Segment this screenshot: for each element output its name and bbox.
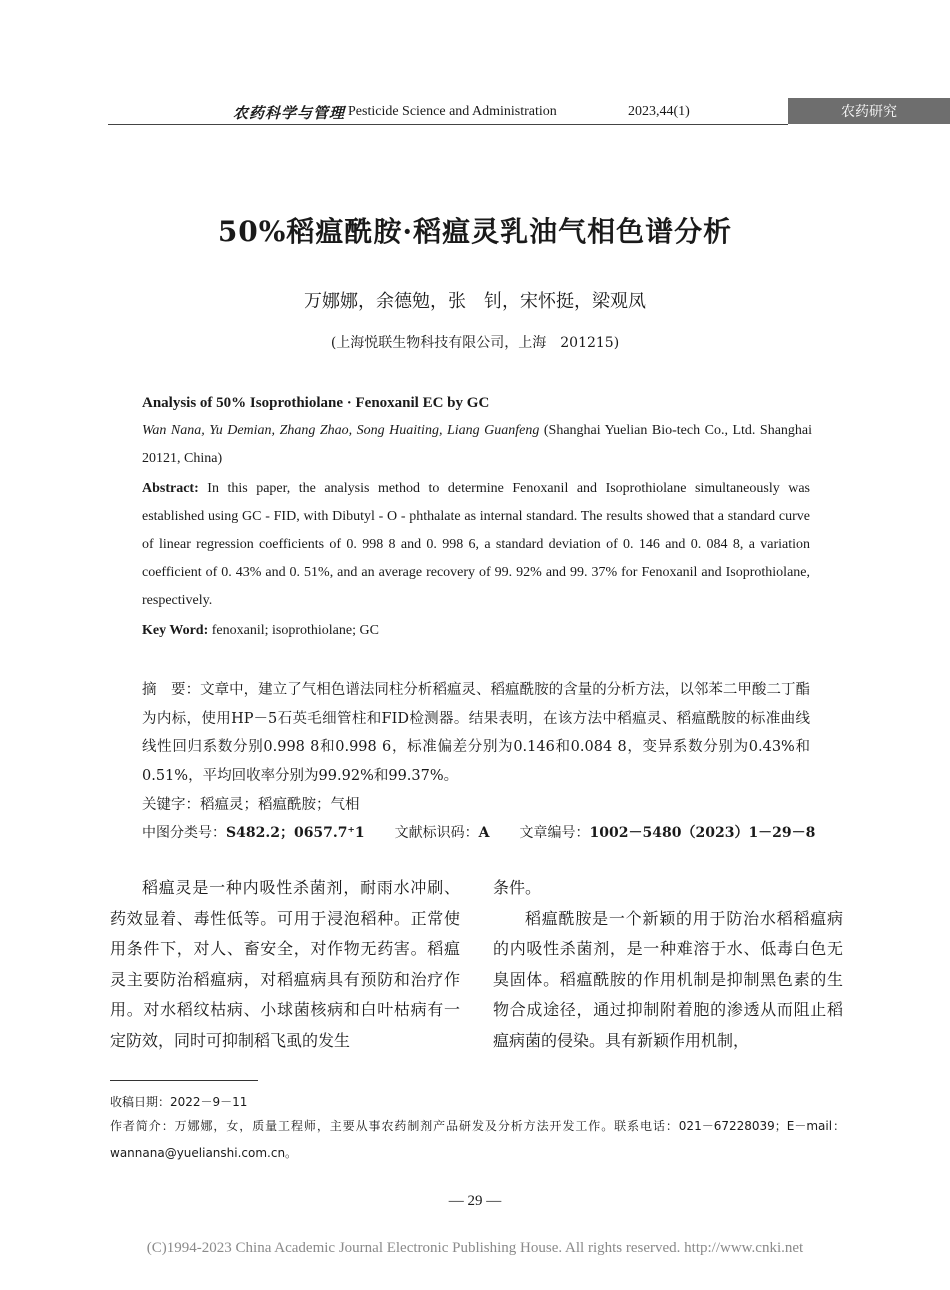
paper-title: 50%稻瘟酰胺·稻瘟灵乳油气相色谱分析 bbox=[217, 215, 733, 248]
journal-name-cn: 农药科学与管理 bbox=[233, 104, 346, 122]
body-paragraph: 稻瘟灵是一种内吸性杀菌剂，耐雨水冲刷、药效显着、毒性低等。可用于浸泡稻种。正常使用条件下，对人、畜安全，对作物无药害。稻瘟灵主要防治稻瘟病，对稻瘟病具有预防和治疗作用。对水稻纹枯病、小球菌核病和白叶枯病有一定防效，同时可抑制稻飞虱的发生 bbox=[110, 878, 460, 1050]
english-keyword-label: Key Word: bbox=[142, 623, 209, 638]
copyright-notice: (C)1994-2023 China Academic Journal Electronic Publishing House. All rights reserved. http://www.cnki.net bbox=[146, 1240, 804, 1256]
journal-issue: 2023,44(1) bbox=[628, 104, 690, 119]
english-affiliation: (Shanghai Yuelian Bio-tech Co., Ltd. Shanghai 20121, China) bbox=[142, 423, 813, 466]
section-tab: 农药研究 bbox=[788, 98, 950, 124]
body-paragraph-continuation: 条件。 bbox=[493, 878, 542, 897]
article-no-value: 1002－5480（2023）1－29－8 bbox=[589, 825, 816, 841]
chinese-keywords bbox=[142, 791, 360, 820]
english-author-names: Wan Nana, Yu Demian, Zhang Zhao, Song Huaiting, Liang Guanfeng bbox=[142, 423, 540, 438]
english-keyword-text: fenoxanil; isoprothiolane; GC bbox=[211, 623, 379, 638]
header-rule bbox=[108, 124, 788, 125]
english-title: Analysis of 50% Isoprothiolane · Fenoxanil EC by GC bbox=[142, 395, 490, 411]
class-value: S482.2；0657.7⁺1 bbox=[226, 825, 365, 841]
english-keywords bbox=[142, 617, 379, 645]
body-paragraph: 稻瘟酰胺是一个新颖的用于防治水稻稻瘟病的内吸性杀菌剂，是一种难溶于水、低毒白色无臭固体。稻瘟酰胺的作用机制是抑制黑色素的生物合成途径，通过抑制附着胞的渗透从而阻止稻瘟病菌的侵染。具有新颖作用机制， bbox=[493, 908, 843, 1050]
english-authors bbox=[142, 417, 812, 473]
chinese-keyword-label: 关键字： bbox=[142, 797, 200, 813]
footnote-rule bbox=[110, 1080, 258, 1081]
author-list: 万娜娜，余德勉，张 钊，宋怀挺，梁观凤 bbox=[304, 291, 646, 312]
affiliation: (上海悦联生物科技有限公司，上海 201215) bbox=[330, 335, 620, 351]
article-no-label: 文章编号： bbox=[519, 825, 590, 841]
chinese-abstract-text: 文章中，建立了气相色谱法同柱分析稻瘟灵、稻瘟酰胺的含量的分析方法，以邻苯二甲酸二丁酯为内标，使用HP－5石英毛细管柱和FID检测器。结果表明，在该方法中稻瘟灵、稻瘟酰胺的标准曲线线性回归系数分别0.998 8和0.998 6，标准偏差分别为0.146和0.084 8，变异系数分别为0.43%和0.51%，平均回收率分别为99.92%和99.37%。 bbox=[142, 682, 811, 784]
english-abstract bbox=[142, 475, 810, 615]
english-abstract-text: In this paper, the analysis method to determine Fenoxanil and Isoprothiolane simultaneously was established using GC - FID, with Dibutyl - O - phthalate as internal standard. The results showed that a standard curve of linear regression coefficients of 0. 998 8 and 0. 998 6, a standard deviation of 0. 146 and 0. 084 8, a variation coefficient of 0. 43% and 0. 51%, and an average recovery of 99. 92% and 99. 37% for Fenoxanil and Isoprothiolane, respectively. bbox=[142, 481, 810, 608]
class-label: 中图分类号： bbox=[142, 825, 226, 841]
page-number: — 29 — bbox=[448, 1193, 502, 1209]
english-abstract-label: Abstract: bbox=[142, 481, 199, 496]
chinese-abstract-label: 摘 要： bbox=[142, 682, 201, 698]
received-date: 收稿日期：2022－9－11 bbox=[110, 1095, 248, 1109]
author-bio: 作者简介：万娜娜，女，质量工程师，主要从事农药制剂产品研发及分析方法开发工作。联系电话：021－67228039；E－mail：wannana@yuelianshi.com.cn。 bbox=[110, 1119, 845, 1160]
journal-name-en: Pesticide Science and Administration bbox=[348, 104, 557, 119]
doc-code-value: A bbox=[478, 825, 490, 841]
chinese-abstract bbox=[142, 676, 810, 790]
body-right-column bbox=[493, 873, 843, 1056]
chinese-keyword-text: 稻瘟灵；稻瘟酰胺；气相 bbox=[200, 797, 360, 813]
doc-code-label: 文献标识码： bbox=[394, 825, 479, 841]
body-left-column bbox=[110, 873, 460, 1056]
classification-line bbox=[142, 819, 815, 848]
